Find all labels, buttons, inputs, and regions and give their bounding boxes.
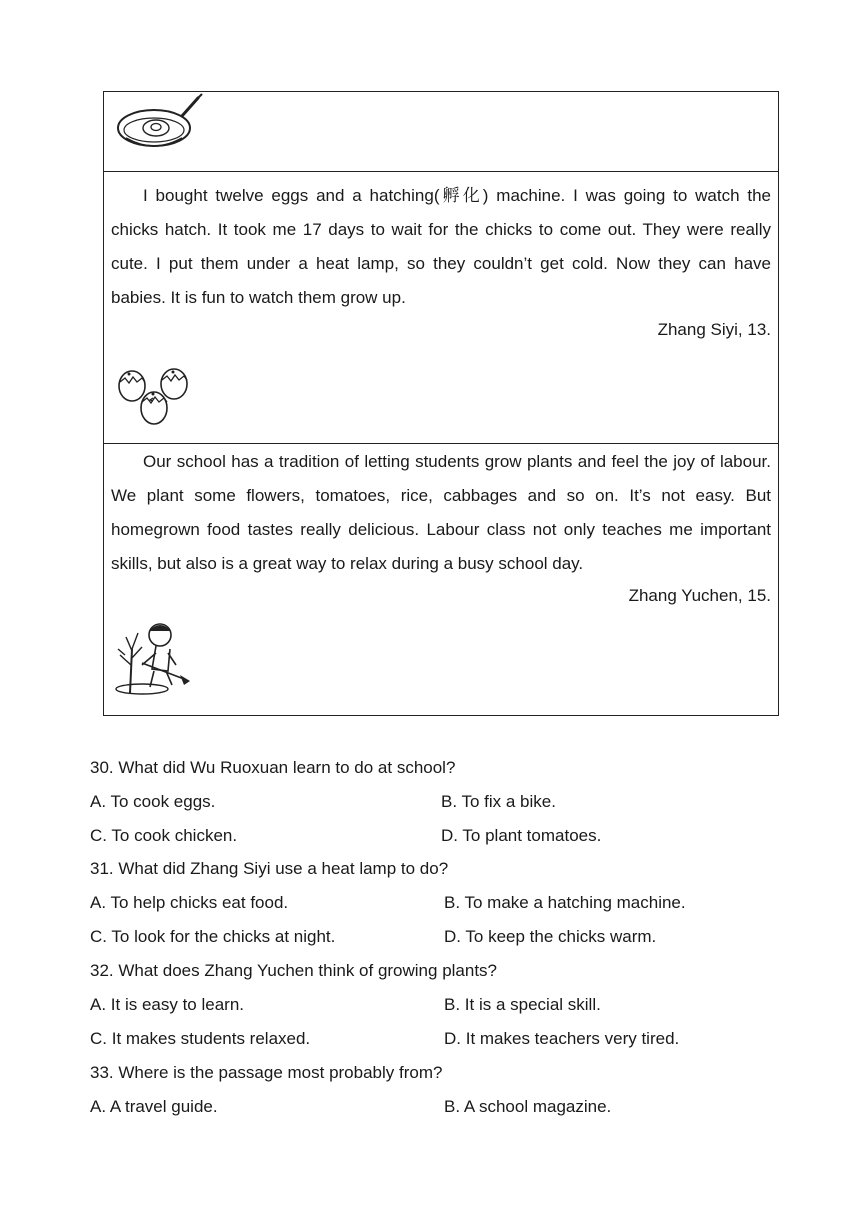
question-33: 33. Where is the passage most probably from? bbox=[90, 1063, 443, 1082]
question-30: 30. What did Wu Ruoxuan learn to do at school? bbox=[90, 758, 456, 777]
passage-author: Zhang Siyi, 13. bbox=[657, 320, 771, 339]
option-a: A. It is easy to learn. bbox=[90, 995, 245, 1014]
option-b: B. To fix a bike. bbox=[441, 792, 556, 811]
question-32: 32. What does Zhang Yuchen think of growing plants? bbox=[90, 961, 498, 980]
option-a: A. A travel guide. bbox=[90, 1097, 218, 1116]
passage-row-plants bbox=[104, 444, 778, 716]
option-b: B. It is a special skill. bbox=[444, 995, 601, 1014]
question-31: 31. What did Zhang Siyi use a heat lamp to do? bbox=[90, 859, 449, 878]
option-d: D. It makes teachers very tired. bbox=[444, 1029, 680, 1048]
option-c: C. It makes students relaxed. bbox=[90, 1029, 311, 1048]
option-d: D. To plant tomatoes. bbox=[441, 826, 602, 845]
boy-planting-tree-icon bbox=[112, 619, 196, 697]
option-a: A. To cook eggs. bbox=[90, 792, 216, 811]
hatching-chicks-icon bbox=[116, 360, 192, 428]
option-a: A. To help chicks eat food. bbox=[90, 893, 289, 912]
option-c: C. To look for the chicks at night. bbox=[90, 927, 336, 946]
passage-author: Zhang Yuchen, 15. bbox=[628, 586, 771, 605]
passage-table bbox=[103, 91, 779, 716]
option-d: D. To keep the chicks warm. bbox=[444, 927, 657, 946]
passage-text: I bought twelve eggs and a hatching(孵化) machine. I was going to watch the chicks hatch. It took me 17 days to wait for the chicks to come out. They were really cute. I put them under a heat lamp, so they couldn’t get cold. Now they can have babies. It is fun to watch them grow up. bbox=[111, 186, 771, 307]
frying-pan-icon bbox=[116, 92, 208, 154]
passage-text: Our school has a tradition of letting students grow plants and feel the joy of labour. We plant some flowers, tomatoes, rice, cabbages and so on. It’s not easy. But homegrown food tastes really delicious. Labour class not only teaches me important skills, but also is a great way to relax during a busy school day. bbox=[111, 452, 771, 573]
option-b: B. To make a hatching machine. bbox=[444, 893, 686, 912]
passage-row-pan bbox=[104, 92, 778, 172]
option-b: B. A school magazine. bbox=[444, 1097, 612, 1116]
option-c: C. To cook chicken. bbox=[90, 826, 238, 845]
passage-row-chicks bbox=[104, 172, 778, 444]
